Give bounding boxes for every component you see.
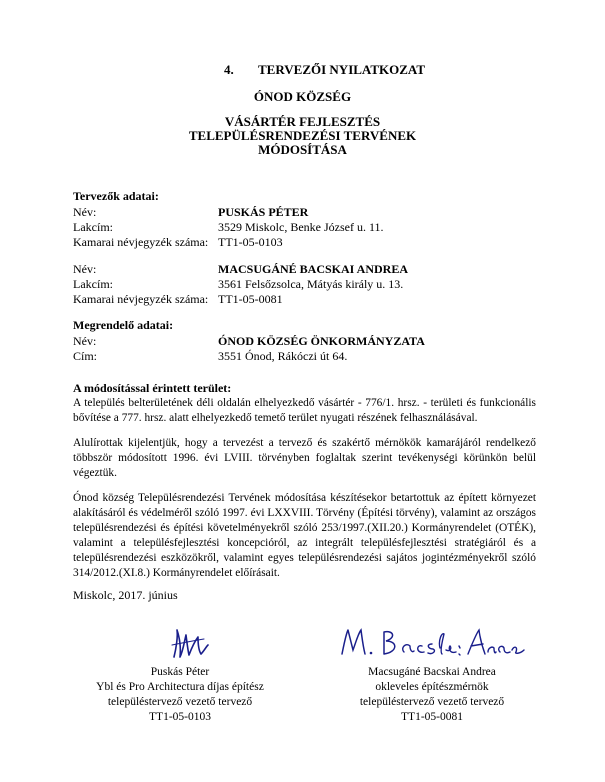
- affected-area-title: A módosítással érintett terület:: [73, 381, 232, 395]
- signature-2-handwriting: [338, 624, 528, 664]
- affected-area-text: A település belterületének déli oldalán elhelyezkedő vásártér - 776/1. hrsz. - területi és funkcionális bővítése a 777. hrsz. alatt elhelyezkedő temető terület nyugati részének felhasználásával.: [73, 397, 536, 424]
- designers-section-title: Tervezők adatai:: [73, 189, 159, 203]
- signatory-1-name: Puskás Péter: [150, 666, 210, 678]
- section-number: 4.: [224, 62, 234, 77]
- designer-1-name-label: Név:: [73, 205, 97, 219]
- signatory-1-title-line-2: településtervező vezető tervező: [107, 696, 253, 708]
- designer-2-name: MACSUGÁNÉ BACSKAI ANDREA: [218, 262, 409, 276]
- designer-1-address: 3529 Miskolc, Benke József u. 11.: [218, 220, 384, 234]
- client-address-label: Cím:: [73, 349, 98, 363]
- signatory-1-title-line-1: Ybl és Pro Architectura díjas építész: [96, 681, 264, 693]
- designer-2-address: 3561 Felsőzsolca, Mátyás király u. 13.: [218, 277, 404, 291]
- client-name-label: Név:: [73, 334, 97, 348]
- signatory-2-title-line-2: településtervező vezető tervező: [359, 696, 505, 708]
- designer-1-reg-label: Kamarai névjegyzék száma:: [73, 235, 209, 249]
- designer-2-address-label: Lakcím:: [73, 277, 113, 291]
- client-address: 3551 Ónod, Rákóczi út 64.: [218, 349, 348, 363]
- designer-1-address-label: Lakcím:: [73, 220, 113, 234]
- place-date: Miskolc, 2017. június: [73, 588, 178, 602]
- signatory-2-reg: TT1-05-0081: [401, 711, 463, 723]
- designer-2-reg: TT1-05-0081: [218, 292, 283, 306]
- designer-1-reg: TT1-05-0103: [218, 235, 283, 249]
- document-title: TERVEZŐI NYILATKOZAT: [258, 62, 426, 77]
- signature-block-1: [60, 665, 300, 725]
- designer-2-reg-label: Kamarai névjegyzék száma:: [73, 292, 209, 306]
- designer-1-name: PUSKÁS PÉTER: [218, 205, 309, 219]
- client-name: ÓNOD KÖZSÉG ÖNKORMÁNYZATA: [218, 334, 425, 348]
- signatory-2-name: Macsugáné Bacskai Andrea: [368, 666, 496, 678]
- signature-block-2: [322, 665, 542, 725]
- regulation-paragraph: Ónod község Településrendezési Tervének módosítása készítésekor betartottuk az épített környezet alakításáról és védelméről szóló 1997. évi LXXVIII. Törvény (Építési törvény), valamint az országos településrendezési és építési követelményekről szóló 253/1997.(XII.20.) Kormányrendelet (OTÉK), valamint a településfejlesztési koncepcióról, az integrált településfejlesztési stratégiáról és a településrendezési eszközökről, valamint egyes településrendezési sajátos jogintézményekről szóló 314/2012.(XI.8.) Kormányrendelet előírásait.: [73, 492, 536, 579]
- declaration-paragraph: Alulírottak kijelentjük, hogy a tervezést a tervező és szakértő mérnökök kamarájáról rendelkező többször módosított 1996. évi LVIII. törvényben foglaltak szerint tevékenységi körünkön belül végeztük.: [73, 437, 536, 479]
- signatory-2-title-line-1: okleveles építészmérnök: [375, 681, 489, 693]
- signature-1-handwriting: [168, 627, 218, 663]
- signatory-1-reg: TT1-05-0103: [149, 711, 211, 723]
- client-section-title: Megrendelő adatai:: [73, 318, 174, 332]
- project-title-line-1: VÁSÁRTÉR FEJLESZTÉS: [224, 114, 381, 129]
- municipality-heading: ÓNOD KÖZSÉG: [253, 89, 352, 104]
- designer-2-name-label: Név:: [73, 262, 97, 276]
- project-title-line-2: TELEPÜLÉSRENDEZÉSI TERVÉNEK: [188, 128, 417, 143]
- project-title-line-3: MÓDOSÍTÁSA: [258, 142, 347, 157]
